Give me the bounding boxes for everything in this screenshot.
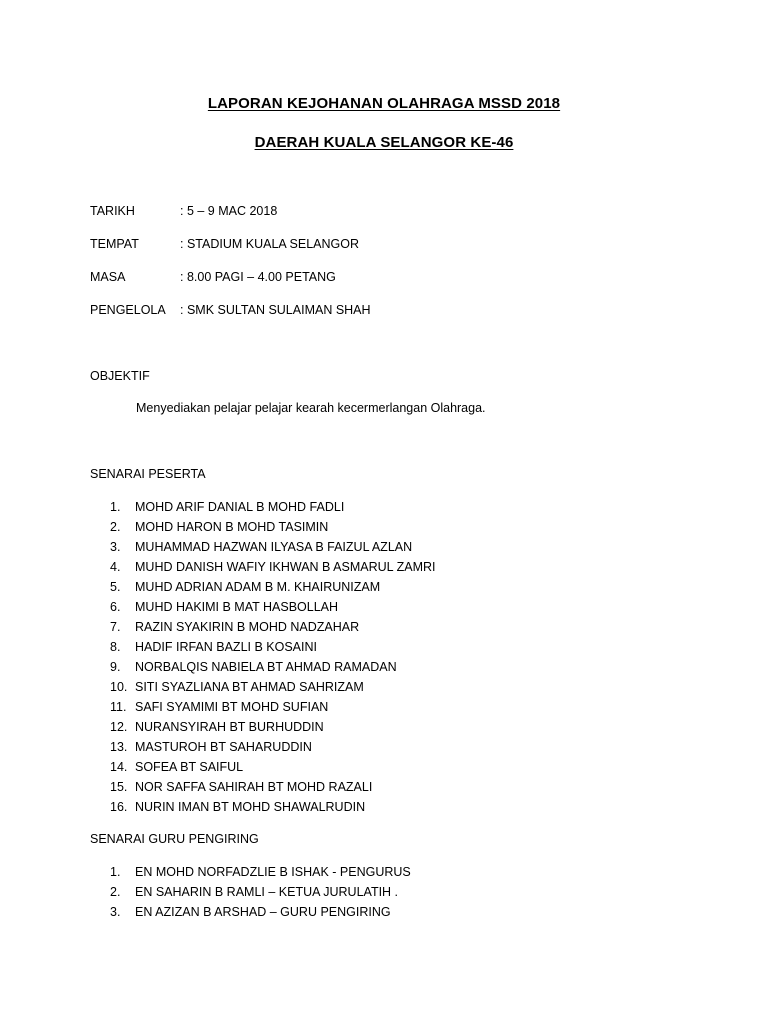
- info-value: : STADIUM KUALA SELANGOR: [180, 237, 359, 251]
- list-item-name: HADIF IRFAN BAZLI B KOSAINI: [135, 640, 317, 654]
- list-item-number: 3.: [110, 540, 121, 554]
- list-item-number: 16.: [110, 800, 128, 814]
- info-value: : 8.00 PAGI – 4.00 PETANG: [180, 270, 336, 284]
- list-item-name: SITI SYAZLIANA BT AHMAD SAHRIZAM: [135, 680, 364, 694]
- list-item-name: NORBALQIS NABIELA BT AHMAD RAMADAN: [135, 660, 397, 674]
- info-label: MASA: [90, 270, 126, 284]
- info-label: TEMPAT: [90, 237, 139, 251]
- list-item-number: 7.: [110, 620, 121, 634]
- list-item-number: 3.: [110, 905, 121, 919]
- list-item-name: MUHAMMAD HAZWAN ILYASA B FAIZUL AZLAN: [135, 540, 413, 554]
- list-item-name: SOFEA BT SAIFUL: [135, 760, 244, 774]
- list-item-number: 10.: [110, 680, 128, 694]
- list-item-number: 8.: [110, 640, 121, 654]
- info-label: TARIKH: [90, 204, 135, 218]
- document-subtitle: DAERAH KUALA SELANGOR KE-46: [254, 134, 514, 151]
- list-item-name: MUHD HAKIMI B MAT HASBOLLAH: [135, 600, 339, 614]
- list-item-number: 2.: [110, 520, 121, 534]
- senarai-peserta-heading: SENARAI PESERTA: [90, 467, 206, 481]
- list-item-name: MOHD HARON B MOHD TASIMIN: [135, 520, 329, 534]
- info-row-masa: [90, 268, 690, 286]
- info-row-tempat: [90, 235, 690, 253]
- list-item-number: 2.: [110, 885, 121, 899]
- list-item-number: 1.: [110, 865, 121, 879]
- list-item-number: 13.: [110, 740, 128, 754]
- objektif-text: Menyediakan pelajar pelajar kearah kecermerlangan Olahraga.: [136, 401, 486, 415]
- list-item-name: SAFI SYAMIMI BT MOHD SUFIAN: [135, 700, 329, 714]
- list-item-number: 12.: [110, 720, 128, 734]
- list-item-name: RAZIN SYAKIRIN B MOHD NADZAHAR: [135, 620, 360, 634]
- list-item-name: MUHD DANISH WAFIY IKHWAN B ASMARUL ZAMRI: [135, 560, 436, 574]
- document-title: LAPORAN KEJOHANAN OLAHRAGA MSSD 2018: [207, 95, 561, 112]
- list-item-number: 4.: [110, 560, 121, 574]
- list-item-number: 11.: [110, 700, 127, 714]
- list-item-number: 5.: [110, 580, 121, 594]
- list-item-name: EN SAHARIN B RAMLI – KETUA JURULATIH .: [135, 885, 399, 899]
- info-row-pengelola: [90, 301, 690, 319]
- info-value: : SMK SULTAN SULAIMAN SHAH: [180, 303, 371, 317]
- list-item-name: MASTUROH BT SAHARUDDIN: [135, 740, 312, 754]
- list-item-number: 9.: [110, 660, 121, 674]
- info-row-tarikh: [90, 202, 690, 220]
- list-item-number: 15.: [110, 780, 128, 794]
- list-item-name: MOHD ARIF DANIAL B MOHD FADLI: [135, 500, 345, 514]
- objektif-heading: OBJEKTIF: [90, 369, 150, 383]
- list-item-number: 14.: [110, 760, 128, 774]
- list-item-name: MUHD ADRIAN ADAM B M. KHAIRUNIZAM: [135, 580, 381, 594]
- list-item-name: EN MOHD NORFADZLIE B ISHAK - PENGURUS: [135, 865, 411, 879]
- senarai-guru-heading: SENARAI GURU PENGIRING: [90, 832, 259, 846]
- list-item-name: NOR SAFFA SAHIRAH BT MOHD RAZALI: [135, 780, 373, 794]
- list-item-name: NURIN IMAN BT MOHD SHAWALRUDIN: [135, 800, 366, 814]
- list-item-name: NURANSYIRAH BT BURHUDDIN: [135, 720, 324, 734]
- list-item-name: EN AZIZAN B ARSHAD – GURU PENGIRING: [135, 905, 391, 919]
- info-value: : 5 – 9 MAC 2018: [180, 204, 278, 218]
- info-label: PENGELOLA: [90, 303, 166, 317]
- list-item-number: 6.: [110, 600, 121, 614]
- list-item-number: 1.: [110, 500, 121, 514]
